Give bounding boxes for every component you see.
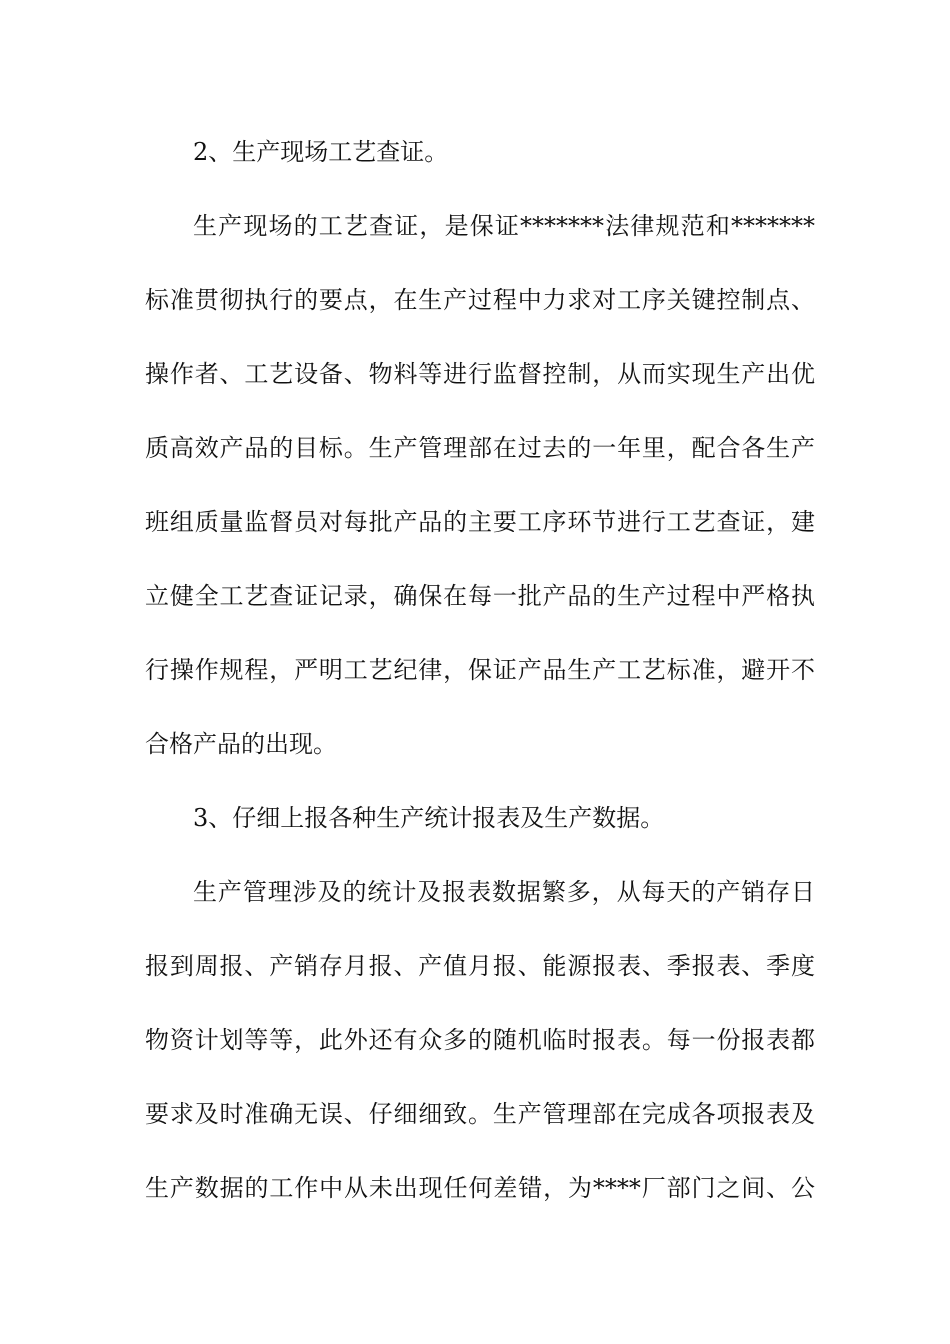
- paragraph-line: 报到周报、产销存月报、产值月报、能源报表、季报表、季度: [145, 952, 815, 980]
- paragraph-line: 立健全工艺查证记录，确保在每一批产品的生产过程中严格执: [145, 582, 815, 610]
- paragraph-line: 班组质量监督员对每批产品的主要工序环节进行工艺查证，建: [145, 508, 815, 536]
- paragraph-line: 质高效产品的目标。生产管理部在过去的一年里，配合各生产: [145, 434, 815, 462]
- paragraph-line: 标准贯彻执行的要点，在生产过程中力求对工序关键控制点、: [145, 286, 815, 314]
- section-2-heading: 2、生产现场工艺查证。: [193, 138, 449, 166]
- section-3-heading: 3、仔细上报各种生产统计报表及生产数据。: [193, 804, 665, 832]
- paragraph-line: 生产管理涉及的统计及报表数据繁多，从每天的产销存日: [193, 878, 815, 906]
- paragraph-line: 生产现场的工艺查证，是保证*******法律规范和*******: [193, 212, 815, 240]
- paragraph-line: 物资计划等等，此外还有众多的随机临时报表。每一份报表都: [145, 1026, 815, 1054]
- paragraph-line: 生产数据的工作中从未出现任何差错，为****厂部门之间、公: [145, 1174, 815, 1202]
- paragraph-line: 操作者、工艺设备、物料等进行监督控制，从而实现生产出优: [145, 360, 815, 388]
- paragraph-line: 要求及时准确无误、仔细细致。生产管理部在完成各项报表及: [145, 1100, 815, 1128]
- paragraph-line: 行操作规程，严明工艺纪律，保证产品生产工艺标准，避开不: [145, 656, 815, 684]
- paragraph-line-last: 合格产品的出现。: [145, 730, 337, 758]
